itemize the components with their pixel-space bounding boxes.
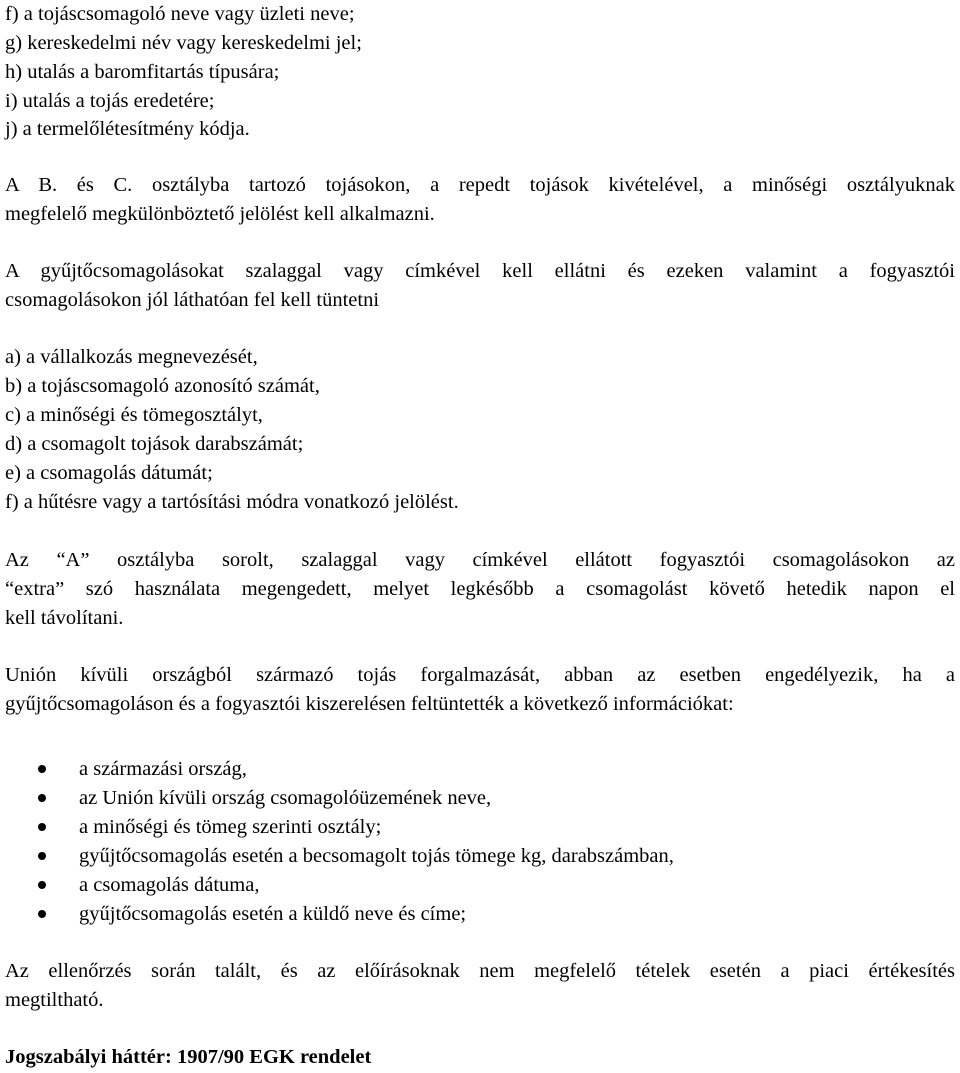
paragraph-extra-line2: “extra” szó használata megengedett, melyet legkésőbb a csomagolást követő hetedik napon el xyxy=(5,578,955,600)
bullet-dot-icon xyxy=(38,765,46,773)
list-item-e: e) a csomagolás dátumát; xyxy=(5,462,213,484)
bullet-item: az Unión kívüli ország csomagolóüzemének neve, xyxy=(79,787,492,809)
bullet-dot-icon xyxy=(38,910,46,918)
paragraph-extra-line1: Az “A” osztályba sorolt, szalaggal vagy címkével ellátott fogyasztói csomagolásokon az xyxy=(5,549,955,571)
list-item-h: h) utalás a baromfitartás típusára; xyxy=(5,61,280,83)
bullet-dot-icon xyxy=(38,794,46,802)
bullet-dot-icon xyxy=(38,881,46,889)
list-item-i: i) utalás a tojás eredetére; xyxy=(5,90,215,112)
paragraph-control-line1: Az ellenőrzés során talált, és az előírásoknak nem megfelelő tételek esetén a piaci értékesítés xyxy=(5,960,955,982)
bullet-item: gyűjtőcsomagolás esetén a küldő neve és címe; xyxy=(79,903,467,925)
bullet-item: a származási ország, xyxy=(79,758,247,780)
list-item-g: g) kereskedelmi név vagy kereskedelmi jel; xyxy=(5,32,362,54)
paragraph-label-line2: csomagolásokon jól láthatóan fel kell tüntetni xyxy=(5,289,380,311)
paragraph-non-eu-line2: gyűjtőcsomagoláson és a fogyasztói kiszerelésen feltüntették a következő információkat: xyxy=(5,693,734,715)
legal-basis: Jogszabályi háttér: 1907/90 EGK rendelet xyxy=(5,1046,372,1068)
bullet-item: gyűjtőcsomagolás esetén a becsomagolt tojás tömege kg, darabszámban, xyxy=(79,845,674,867)
bullet-item: a minőségi és tömeg szerinti osztály; xyxy=(79,816,382,838)
bullet-item: a csomagolás dátuma, xyxy=(79,874,260,896)
bullet-dot-icon xyxy=(38,852,46,860)
paragraph-label-line1: A gyűjtőcsomagolásokat szalaggal vagy címkével kell ellátni és ezeken valamint a fogyasztói xyxy=(5,260,955,282)
paragraph-bc-line2: megfelelő megkülönböztető jelölést kell alkalmazni. xyxy=(5,203,435,225)
list-item-j: j) a termelőlétesítmény kódja. xyxy=(5,118,250,140)
list-item-f2: f) a hűtésre vagy a tartósítási módra vonatkozó jelölést. xyxy=(5,491,459,513)
list-item-b: b) a tojáscsomagoló azonosító számát, xyxy=(5,375,320,397)
list-item-d: d) a csomagolt tojások darabszámát; xyxy=(5,433,304,455)
paragraph-extra-line3: kell távolítani. xyxy=(5,607,124,629)
list-item-c: c) a minőségi és tömegosztályt, xyxy=(5,404,263,426)
paragraph-bc-line1: A B. és C. osztályba tartozó tojásokon, a repedt tojások kivételével, a minőségi osztályuknak xyxy=(5,174,955,196)
bullet-dot-icon xyxy=(38,823,46,831)
list-item-f: f) a tojáscsomagoló neve vagy üzleti neve; xyxy=(5,3,355,25)
paragraph-control-line2: megtiltható. xyxy=(5,989,104,1011)
list-item-a: a) a vállalkozás megnevezését, xyxy=(5,346,258,368)
paragraph-non-eu-line1: Unión kívüli országból származó tojás forgalmazását, abban az esetben engedélyezik, ha a xyxy=(5,664,955,686)
